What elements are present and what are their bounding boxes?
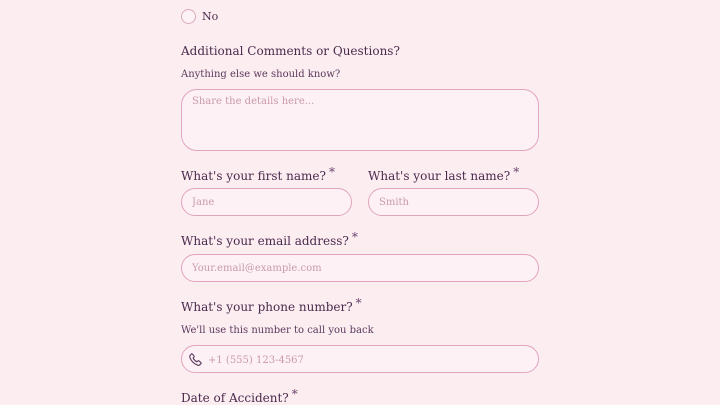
required-asterisk: *: [291, 387, 298, 401]
comments-textarea[interactable]: [181, 89, 539, 151]
first-name-input[interactable]: [181, 188, 352, 216]
last-name-label-text: What's your last name?: [368, 169, 511, 183]
required-asterisk: *: [328, 165, 335, 179]
phone-help: We'll use this number to call you back: [181, 325, 374, 336]
first-name-label-text: What's your first name?: [181, 169, 326, 183]
required-asterisk: *: [355, 296, 362, 310]
phone-icon: [188, 352, 203, 367]
last-name-input[interactable]: [368, 188, 539, 216]
email-input[interactable]: [181, 254, 539, 282]
email-label-text: What's your email address?: [181, 234, 349, 248]
date-of-accident-label-text: Date of Accident?: [181, 391, 289, 405]
required-asterisk: *: [513, 165, 520, 179]
email-label: [181, 230, 358, 248]
phone-label: [181, 296, 362, 314]
phone-label-text: What's your phone number?: [181, 300, 353, 314]
last-name-label: [368, 165, 520, 183]
phone-field[interactable]: [181, 345, 539, 373]
comments-label: [181, 44, 400, 58]
comments-label-text: Additional Comments or Questions?: [181, 44, 400, 58]
radio-option-no[interactable]: [181, 9, 218, 24]
phone-input[interactable]: [206, 346, 530, 374]
comments-help: Anything else we should know?: [181, 69, 341, 80]
first-name-label: [181, 165, 335, 183]
radio-button[interactable]: [181, 9, 196, 24]
date-of-accident-label: [181, 387, 298, 405]
radio-label: No: [202, 10, 219, 23]
required-asterisk: *: [351, 230, 358, 244]
